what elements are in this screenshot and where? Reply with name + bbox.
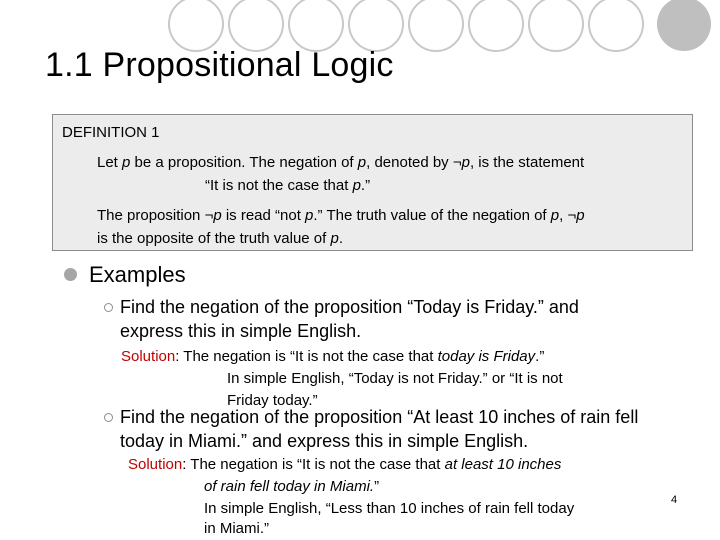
decor-circle-1 [169, 0, 223, 51]
example-2-question-line-2: today in Miami.” and express this in simple English. [120, 431, 529, 451]
example-2-solution-line-3: In simple English, “Less than 10 inches of rain fell today [204, 500, 575, 517]
decor-circle-7 [529, 0, 583, 51]
solution-label: Solution [121, 348, 176, 365]
examples-heading: Examples [89, 262, 186, 287]
definition-line-4: is the opposite of the truth value of p. [97, 230, 343, 247]
definition-line-1: Let p be a proposition. The negation of p, denoted by ¬p, is the statement [97, 154, 585, 171]
decor-circle-8 [589, 0, 643, 51]
decor-circle-5 [409, 0, 463, 51]
bullet-icon [64, 268, 77, 281]
example-2-solution-line-4: in Miami.” [204, 520, 270, 537]
example-1-question-line-2: express this in simple English. [120, 321, 362, 341]
sub-bullet-icon [104, 303, 113, 312]
example-1-solution-line-1: Solution: The negation is “It is not the case that today is Friday.” [121, 348, 545, 365]
definition-line-2: “It is not the case that p.” [205, 177, 371, 194]
decor-circle-6 [469, 0, 523, 51]
example-2-solution-line-2: of rain fell today in Miami.” [204, 478, 380, 495]
page-title: 1.1 Propositional Logic [45, 46, 394, 84]
decor-circle-4 [349, 0, 403, 51]
sub-bullet-icon [104, 413, 113, 422]
definition-heading: DEFINITION 1 [62, 124, 160, 141]
definition-line-3: The proposition ¬p is read “not p.” The truth value of the negation of p, ¬p [97, 207, 585, 224]
decor-circle-2 [229, 0, 283, 51]
page-number: 4 [671, 494, 678, 506]
example-1-solution-line-3: Friday today.” [227, 392, 318, 409]
example-1-solution-line-2: In simple English, “Today is not Friday.” or “It is not [227, 370, 563, 387]
example-1-question-line-1: Find the negation of the proposition “Today is Friday.” and [120, 297, 579, 317]
example-2-solution-line-1: Solution: The negation is “It is not the case that at least 10 inches [128, 456, 562, 473]
solution-label: Solution [128, 456, 183, 473]
decor-circle-filled [657, 0, 711, 51]
example-2-question-line-1: Find the negation of the proposition “At least 10 inches of rain fell [120, 407, 639, 427]
definition-box [52, 114, 693, 251]
decor-circle-3 [289, 0, 343, 51]
